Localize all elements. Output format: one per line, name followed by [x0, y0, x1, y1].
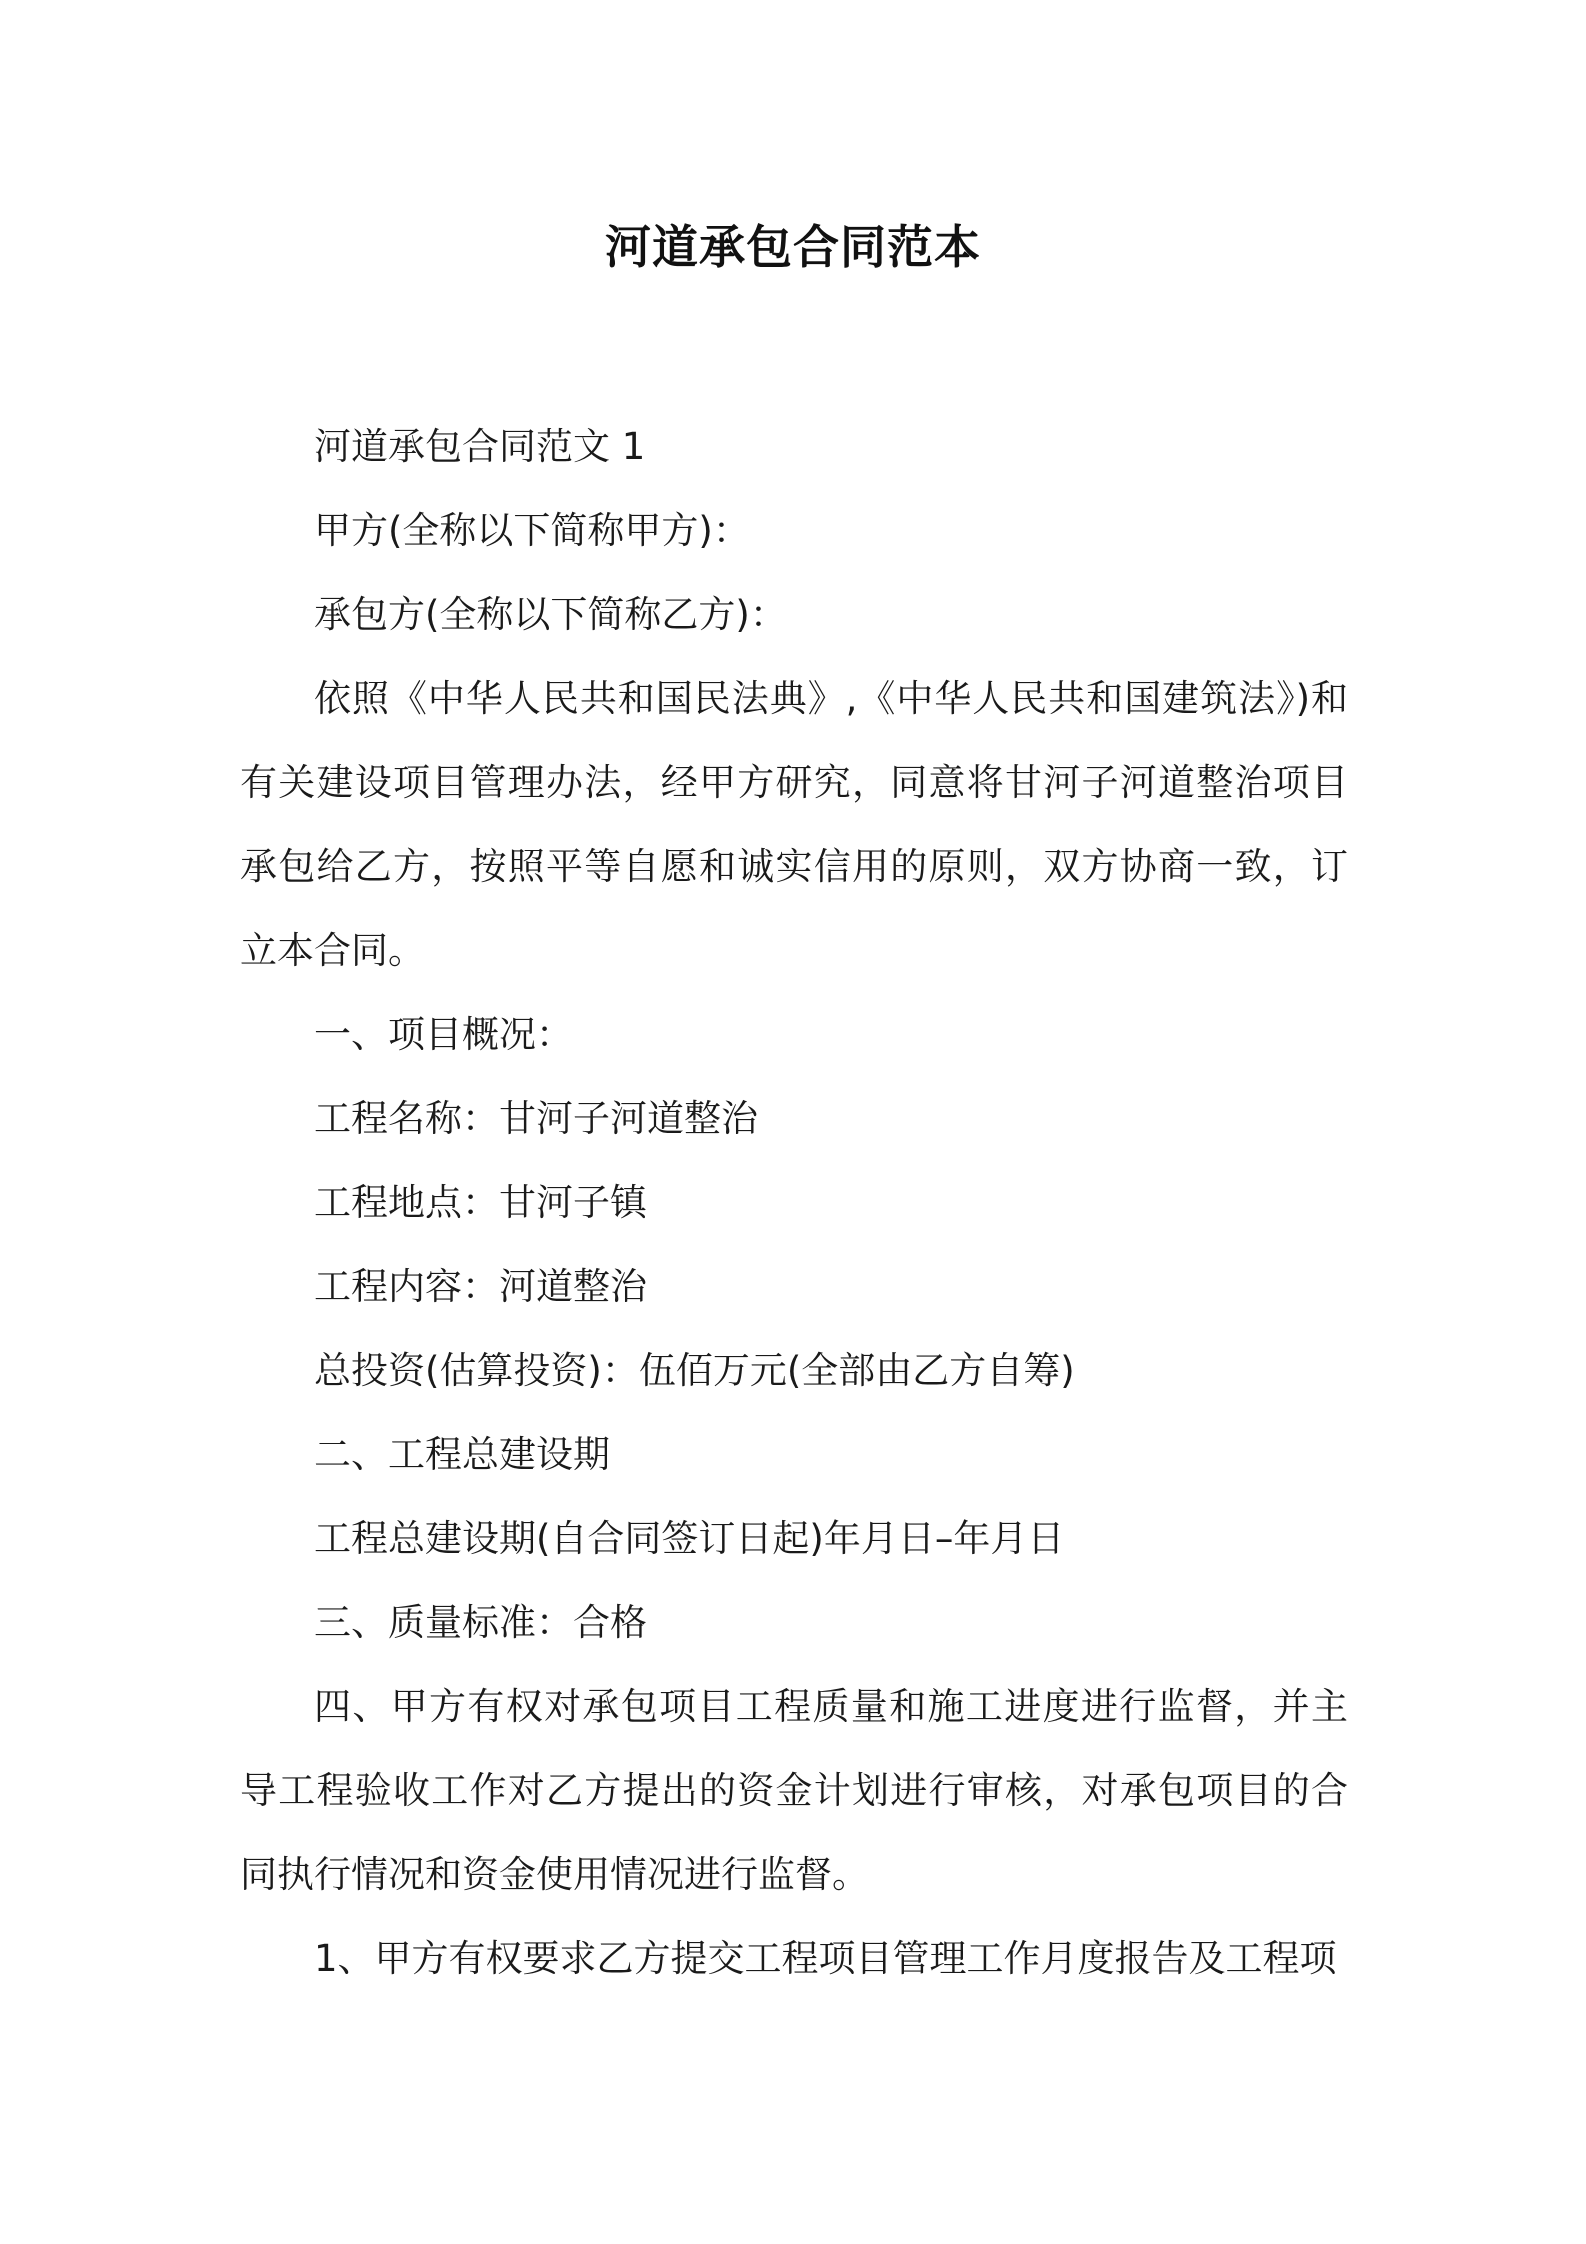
- paragraph-party-a: 甲方(全称以下简称甲方)：: [314, 509, 750, 552]
- paragraph-construction-period: 工程总建设期(自合同签订日起)年月日–年月日: [314, 1517, 1065, 1560]
- paragraph-project-content: 工程内容：河道整治: [314, 1265, 647, 1308]
- paragraph-section-3-quality: 三、质量标准：合格: [314, 1601, 647, 1644]
- paragraph-section-1-heading: 一、项目概况：: [314, 1013, 573, 1056]
- paragraph-project-location: 工程地点：甘河子镇: [314, 1181, 647, 1224]
- document-title: 河道承包合同范本: [605, 220, 981, 274]
- paragraph-section-2-heading: 二、工程总建设期: [314, 1433, 610, 1476]
- paragraph-preamble: 依照《中华人民共和国民法典》,《中华人民共和国建筑法》)和有关建设项目管理办法，经甲方研究，同意将甘河子河道整治项目承包给乙方，按照平等自愿和诚实信用的原则，双方协商一致，订立本合同。: [240, 677, 1348, 972]
- paragraph-project-name: 工程名称：甘河子河道整治: [314, 1097, 758, 1140]
- paragraph-section-4-supervision: 四、甲方有权对承包项目工程质量和施工进度进行监督，并主导工程验收工作对乙方提出的资金计划进行审核，对承包项目的合同执行情况和资金使用情况进行监督。: [240, 1685, 1348, 1896]
- paragraph-clause-1: 1、甲方有权要求乙方提交工程项目管理工作月度报告及工程项: [314, 1937, 1337, 1980]
- document-body: [240, 405, 1348, 2001]
- paragraph-contract-heading: 河道承包合同范文 1: [314, 425, 646, 468]
- paragraph-party-b: 承包方(全称以下简称乙方)：: [314, 593, 787, 636]
- paragraph-total-investment: 总投资(估算投资)：伍佰万元(全部由乙方自筹): [314, 1349, 1075, 1392]
